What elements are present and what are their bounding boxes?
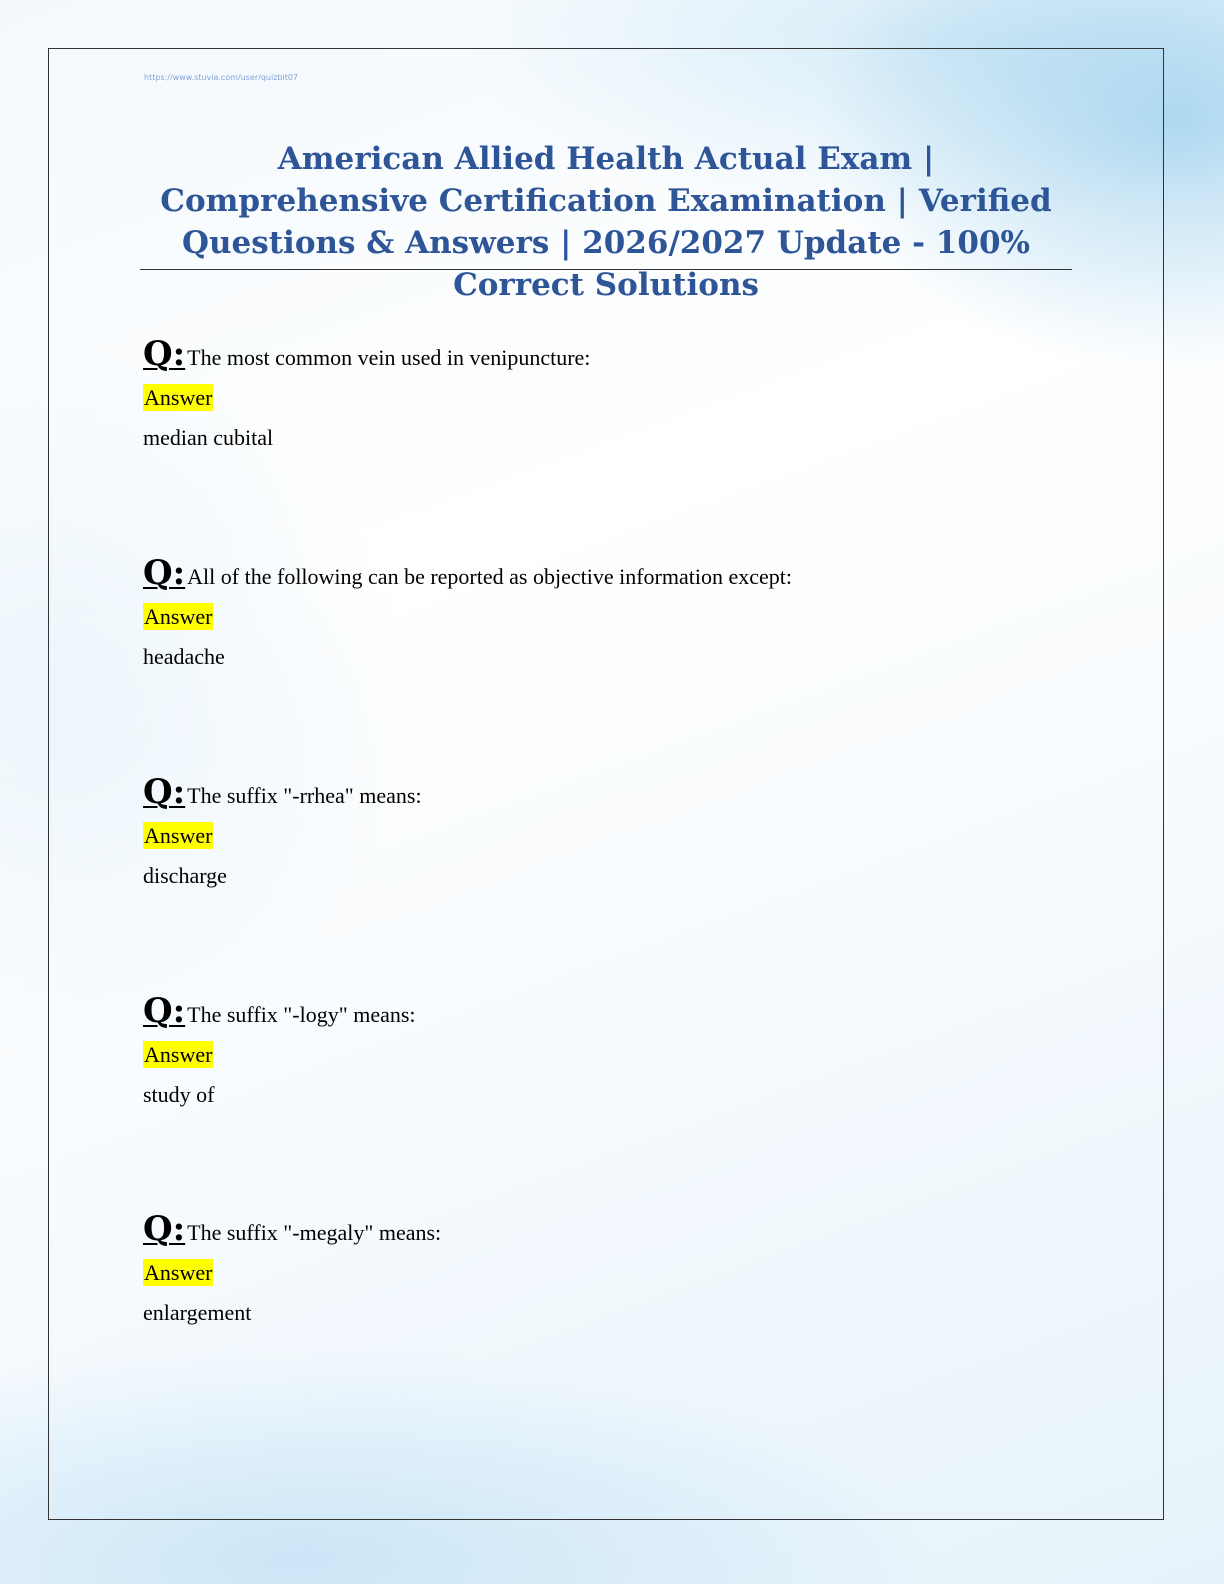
question-marker: Q: — [143, 991, 186, 1031]
qa-item-4 — [143, 991, 1073, 1108]
question-line — [143, 772, 1073, 812]
answer-label: Answer — [144, 1260, 213, 1285]
qa-item-1 — [143, 334, 1073, 451]
answer-text: discharge — [143, 863, 227, 888]
source-url[interactable]: https://www.stuvia.com/user/quizbit07 — [144, 73, 299, 82]
question-marker: Q: — [143, 772, 186, 812]
answer-label: Answer — [144, 823, 213, 848]
question-line — [143, 553, 1073, 593]
answer-label: Answer — [144, 604, 213, 629]
question-text: The suffix "-rrhea" means: — [187, 783, 422, 808]
question-text: The suffix "-logy" means: — [187, 1002, 416, 1027]
question-text: The most common vein used in venipuncture: — [187, 345, 591, 370]
answer-text: study of — [143, 1082, 215, 1107]
title-divider — [140, 269, 1072, 270]
answer-label: Answer — [144, 385, 213, 410]
answer-label: Answer — [144, 1042, 213, 1067]
question-line — [143, 991, 1073, 1031]
answer-text: enlargement — [143, 1300, 252, 1325]
question-line — [143, 334, 1073, 374]
question-text: All of the following can be reported as objective information except: — [187, 564, 792, 589]
answer-text: median cubital — [143, 425, 274, 450]
document-title: American Allied Health Actual Exam | Comprehensive Certification Examination | Verified Questions & Answers | 2026/2027 Update - 100% Correct Solutions — [160, 141, 1052, 303]
qa-item-3 — [143, 772, 1073, 889]
qa-item-2 — [143, 553, 1073, 670]
answer-text: headache — [143, 644, 225, 669]
question-line — [143, 1209, 1073, 1249]
question-marker: Q: — [143, 334, 186, 374]
question-marker: Q: — [143, 553, 186, 593]
question-text: The suffix "-megaly" means: — [187, 1220, 442, 1245]
question-marker: Q: — [143, 1209, 186, 1249]
qa-item-5 — [143, 1209, 1073, 1326]
